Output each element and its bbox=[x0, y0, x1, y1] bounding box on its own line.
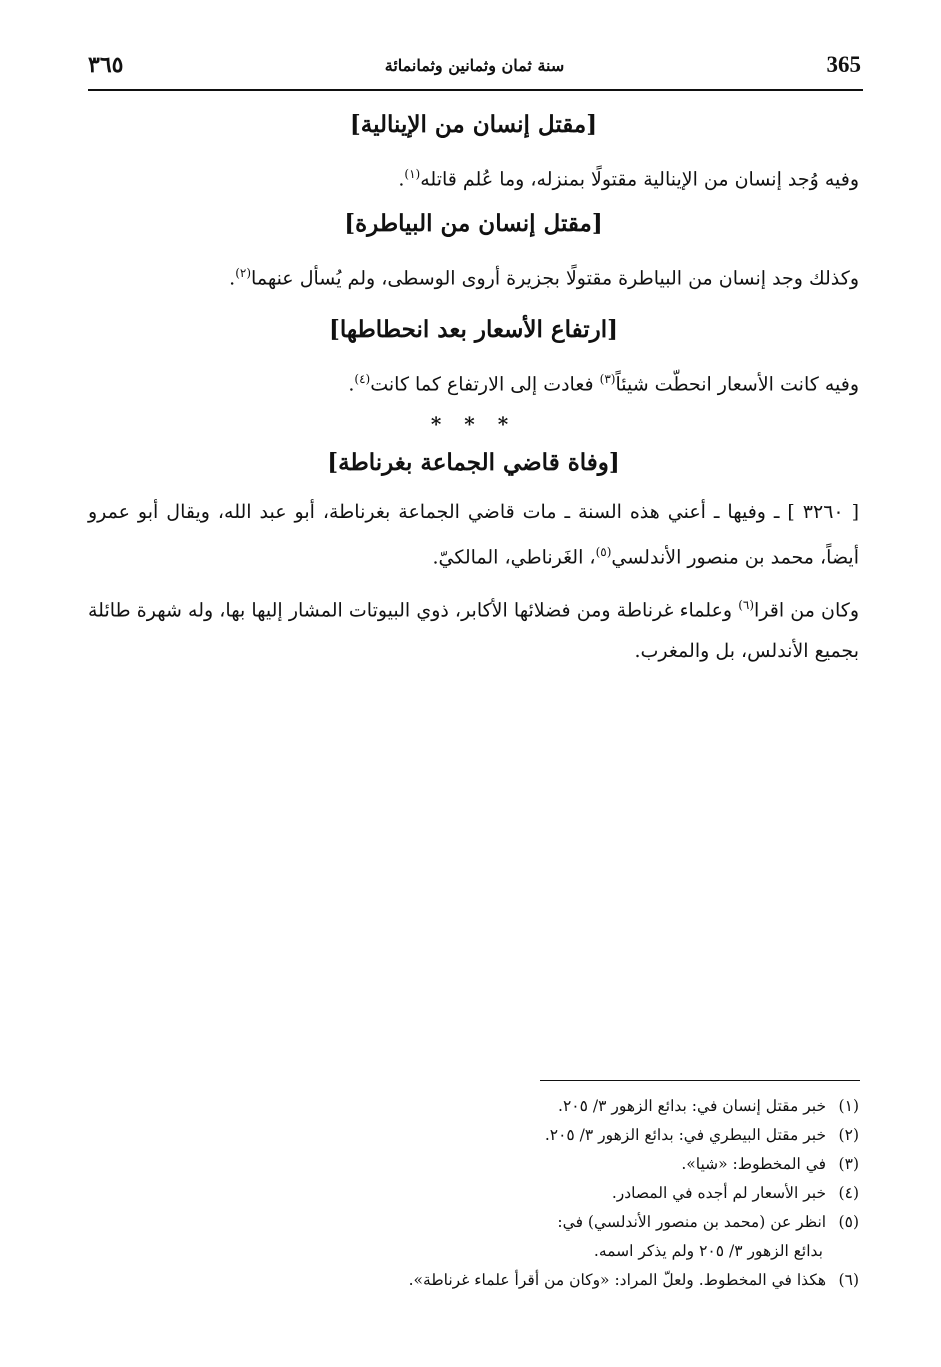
section-heading-bayatira: [مقتل إنسان من البياطرة] bbox=[344, 210, 603, 238]
footnote-item bbox=[319, 1208, 859, 1237]
footnote-text: انظر عن (محمد بن منصور الأندلسي) في: bbox=[557, 1213, 827, 1231]
footnote-ref: (٥) bbox=[595, 544, 612, 559]
footnote-number: (٥) bbox=[838, 1213, 859, 1231]
footnote-text: في المخطوط: «شيا». bbox=[681, 1155, 827, 1173]
footnote-text: هكذا في المخطوط. ولعلّ المراد: «وكان من أقرأ علماء غرناطة». bbox=[408, 1271, 827, 1289]
footnote-number: (٣) bbox=[838, 1155, 859, 1173]
page-number-latin: 365 bbox=[826, 52, 861, 77]
running-header bbox=[88, 52, 861, 86]
paragraph-text: وكان من اقرا bbox=[754, 599, 859, 622]
header-rule bbox=[88, 89, 863, 91]
footnote-number: (١) bbox=[838, 1097, 859, 1115]
footnotes bbox=[319, 1092, 859, 1295]
section-heading-inalia: [مقتل إنسان من الإينالية] bbox=[349, 111, 598, 138]
footnote-ref: (٢) bbox=[235, 266, 252, 281]
footnote-ref: (٦) bbox=[738, 598, 755, 613]
paragraph-tail: . bbox=[229, 267, 236, 290]
running-title: سنة ثمان وثمانين وثمانمائة bbox=[384, 56, 565, 75]
footnote-item bbox=[319, 1266, 859, 1295]
footnote-continuation: بدائع الزهور ٣/ ٢٠٥ ولم يذكر اسمه. bbox=[593, 1242, 823, 1260]
footnote-text: خبر الأسعار لم أجده في المصادر. bbox=[611, 1184, 827, 1202]
paragraph-tail: . bbox=[348, 372, 355, 395]
paragraph-bayatira bbox=[88, 253, 859, 298]
footnote-item bbox=[319, 1092, 859, 1121]
footnote-number: (٤) bbox=[838, 1184, 859, 1202]
footnote-item bbox=[319, 1150, 859, 1179]
footnote-ref: (١) bbox=[404, 167, 421, 181]
paragraph-obituary-1 bbox=[88, 492, 859, 577]
footnote-ref: (٣) bbox=[599, 371, 616, 386]
footnote-text: خبر مقتل البيطري في: بدائع الزهور ٣/ ٢٠٥. bbox=[544, 1126, 827, 1144]
paragraph-text: وفيه كانت الأسعار انحطّت شيئاً bbox=[615, 372, 859, 395]
paragraph-text: ، الغَرناطي، المالكيّ. bbox=[432, 546, 596, 569]
footnote-number: (٦) bbox=[838, 1271, 859, 1289]
page-number-arabic: ٣٦٥ bbox=[88, 52, 124, 78]
footnote-text: خبر مقتل إنسان في: بدائع الزهور ٣/ ٢٠٥. bbox=[558, 1097, 827, 1115]
paragraph-text: وعلماء غرناطة ومن فضلائها الأكابر، ذوي البيوتات المشار إليها بها، وله شهرة طائلة بجميع الأندلس، بل والمغرب. bbox=[88, 599, 859, 662]
footnote-number: (٢) bbox=[838, 1126, 859, 1144]
paragraph-obituary-2 bbox=[88, 585, 859, 670]
paragraph-text: وفيه وُجد إنسان من الإينالية مقتولًا بمنزله، وما عُلم قاتله bbox=[420, 168, 859, 191]
paragraph-text: وكذلك وجد إنسان من البياطرة مقتولًا بجزيرة أروى الوسطى، ولم يُسأل عنهما bbox=[251, 267, 859, 290]
section-heading-obituary: [وفاة قاضي الجماعة بغرناطة] bbox=[327, 448, 620, 476]
paragraph-prices bbox=[88, 359, 859, 404]
main-text bbox=[88, 108, 859, 679]
paragraph-tail: . bbox=[398, 168, 405, 191]
footnote-rule bbox=[540, 1080, 860, 1081]
paragraph-text: [ ٣٢٦٠ ] ـ وفيها ـ أعني هذه السنة ـ مات قاضي الجماعة بغرناطة، أبو عبد الله، ويقال أبو عمرو أيضاً، محمد بن منصور الأندلسي bbox=[88, 500, 859, 569]
section-heading-prices: [ارتفاع الأسعار بعد انحطاطها] bbox=[328, 315, 619, 343]
footnote-item bbox=[319, 1121, 859, 1150]
footnote-item bbox=[319, 1179, 859, 1208]
paragraph-text: فعادت إلى الارتفاع كما كانت bbox=[370, 372, 600, 395]
paragraph-inalia bbox=[88, 154, 859, 199]
footnote-ref: (٤) bbox=[354, 371, 371, 386]
section-separator: * * * bbox=[430, 411, 517, 436]
